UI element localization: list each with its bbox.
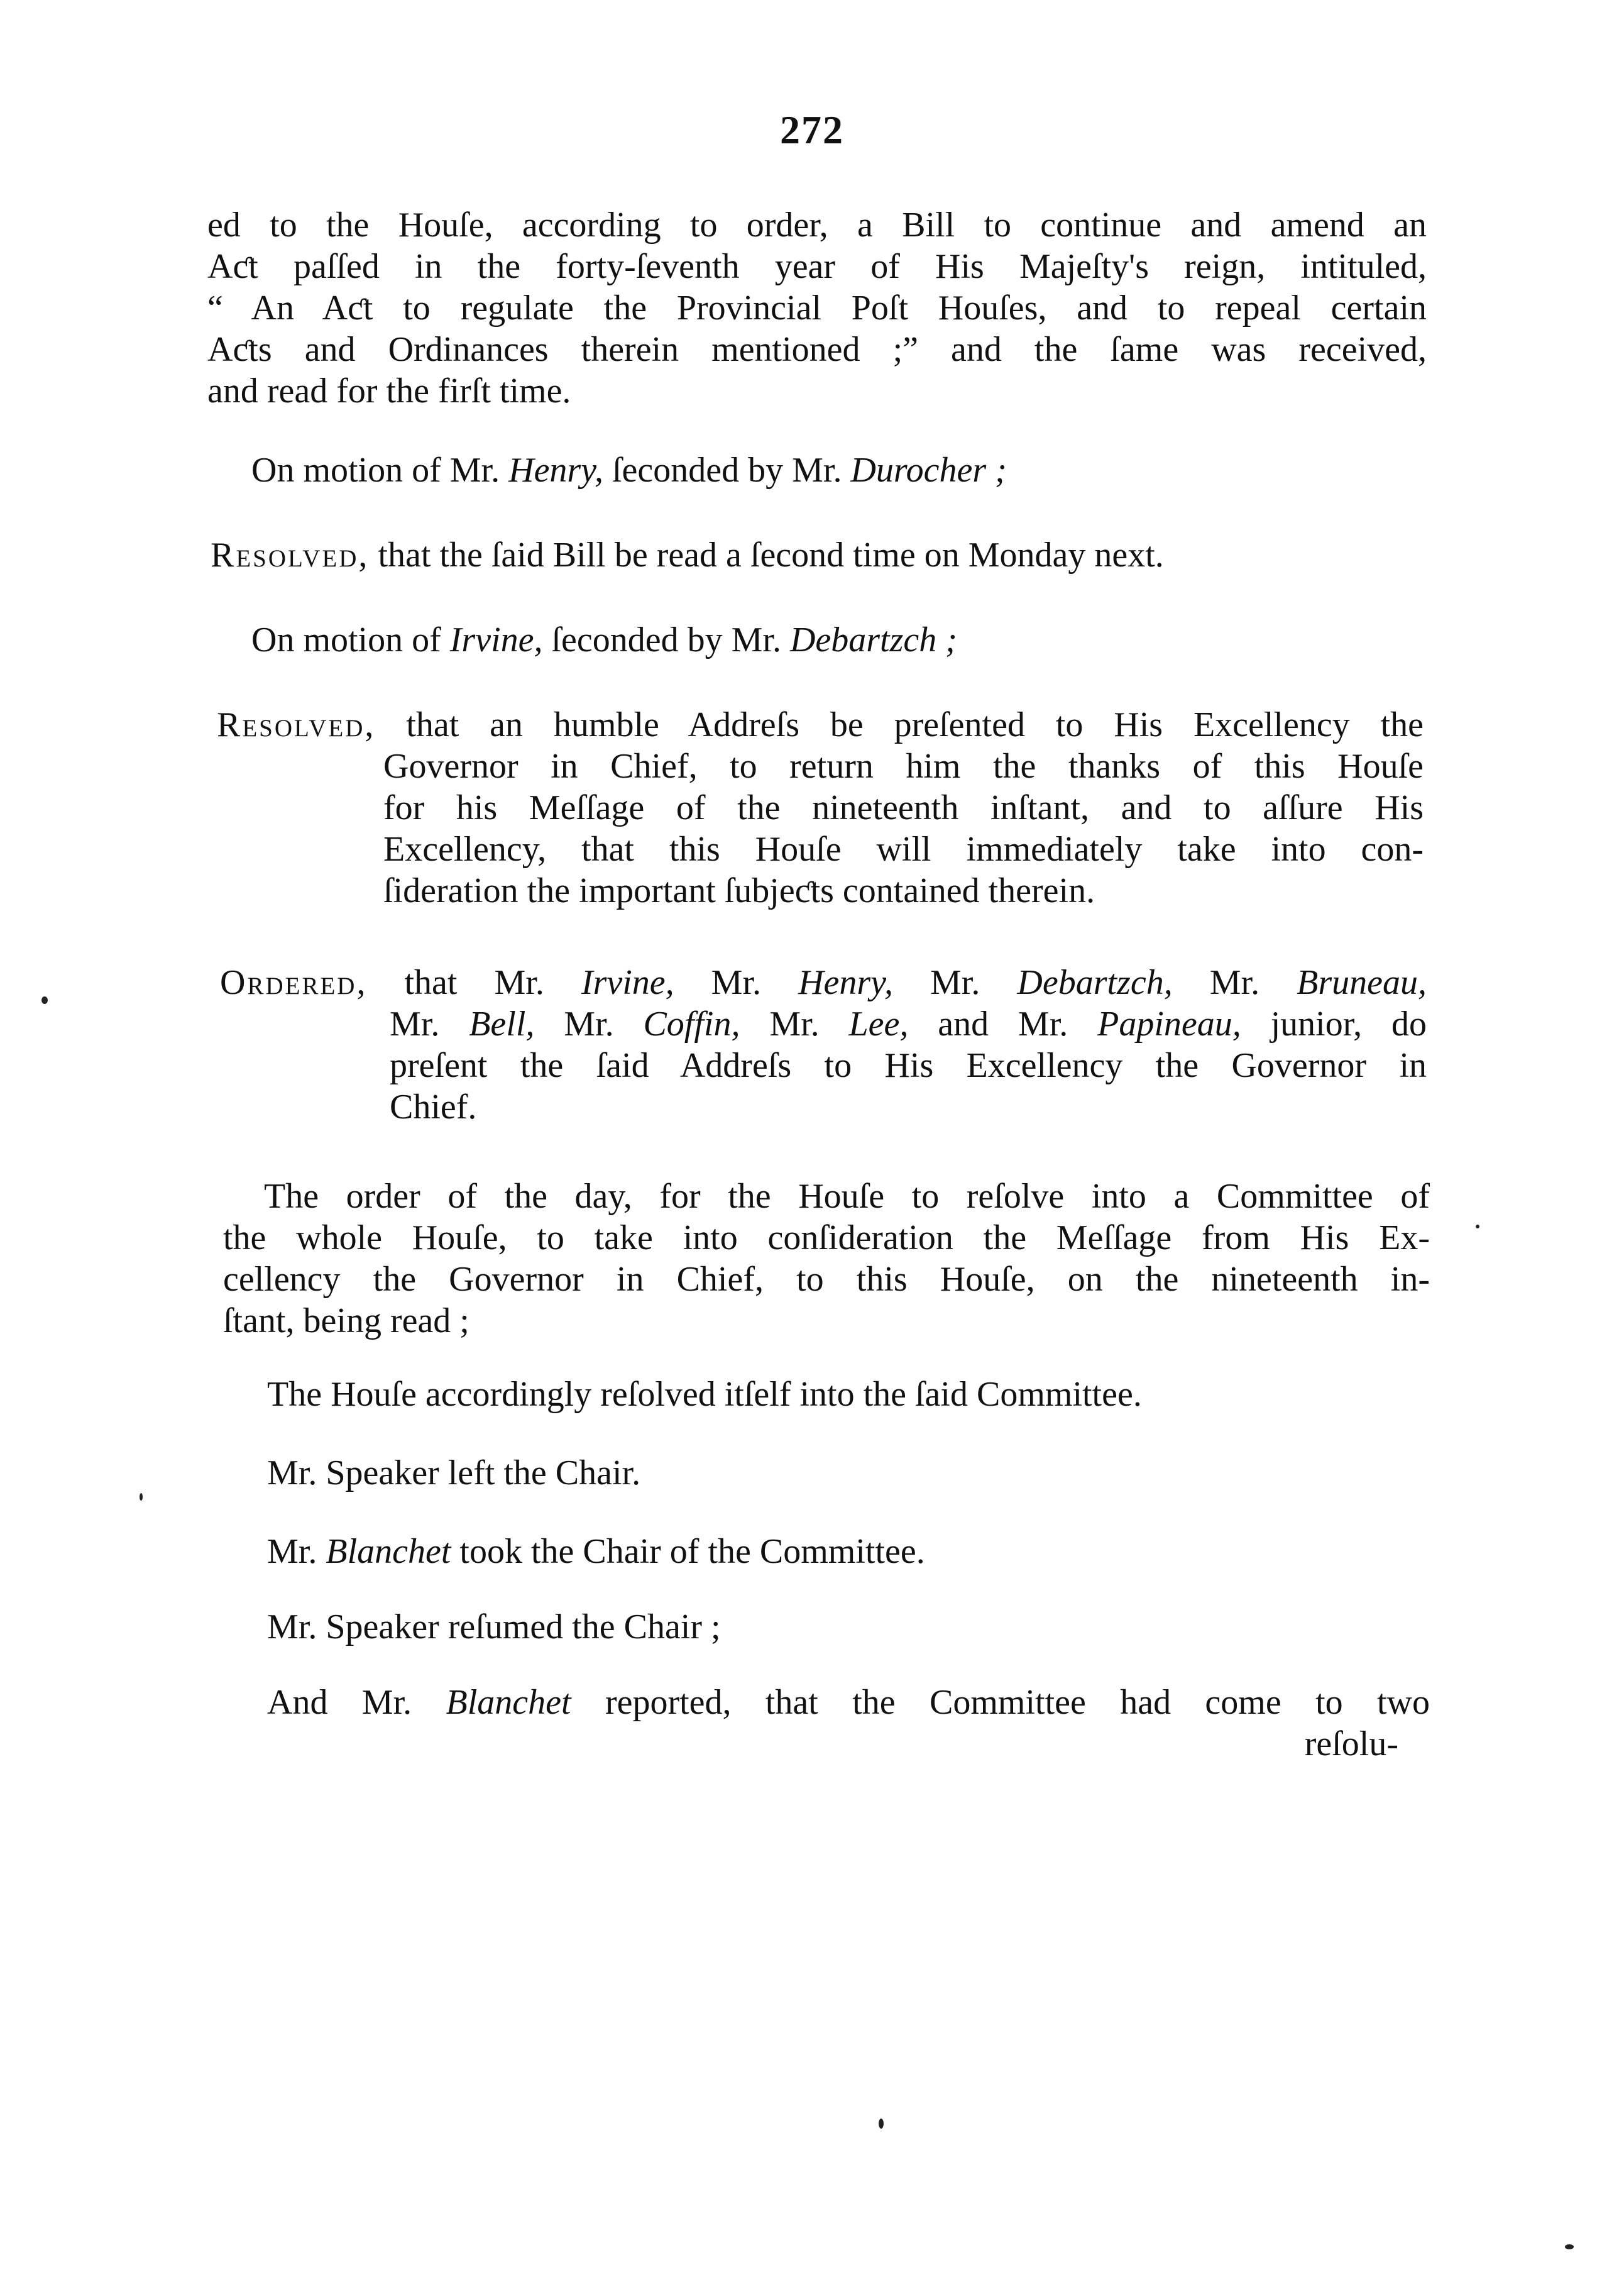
order-present-address: [220, 962, 1427, 1128]
text-line: Excellency, that this Houſe will immediately take into con-: [383, 830, 1424, 869]
speaker-left-chair: Mr. Speaker left the Chair.: [267, 1453, 641, 1492]
ordered-label: Ordered,: [220, 963, 368, 1002]
mover-name: Henry,: [508, 451, 603, 490]
text-line: and read for the firſt time.: [207, 372, 571, 411]
member-name: Irvine,: [581, 963, 674, 1002]
committee-resolved: The Houſe accordingly reſolved itſelf into the ſaid Committee.: [267, 1375, 1142, 1414]
member-name: Lee,: [848, 1005, 909, 1044]
text-line: preſent the ſaid Addreſs to His Excellency the Governor in: [390, 1046, 1427, 1085]
motion-henry: [251, 449, 1420, 491]
text-prefix: Mr.: [267, 1532, 326, 1571]
text-prefix: And Mr.: [267, 1683, 446, 1722]
motion-prefix: On motion of: [251, 620, 450, 659]
text-line: ed to the Houſe, according to order, a Bill to continue and amend an: [207, 206, 1427, 245]
member-name: Blanchet: [446, 1683, 571, 1722]
blanchet-report: [267, 1682, 1430, 1765]
mover-name: Irvine,: [449, 620, 543, 659]
member-name: Bruneau,: [1297, 963, 1427, 1002]
member-name: Coffin,: [643, 1005, 740, 1044]
paragraph-bill-reading: [207, 204, 1427, 412]
scan-speck: [140, 1493, 143, 1501]
text-line: Aƈt paſſed in the forty-ſeventh year of His Majeſty's reign, intituled,: [207, 247, 1427, 286]
resolution-text: that the ſaid Bill be read a ſecond time on Monday next.: [369, 536, 1164, 575]
resolution-text: that an humble Addreſs be preſented to His Excellency the: [375, 705, 1424, 744]
blanchet-took-chair: [267, 1531, 1430, 1572]
hanging-indent: [383, 746, 1424, 912]
order-text: Mr.: [740, 1005, 849, 1044]
text-line: The order of the day, for the Houſe to reſolve into a Committee of: [264, 1177, 1430, 1216]
text-suffix: reported, that the Committee had come to two: [571, 1683, 1430, 1722]
order-text: Mr.: [390, 1005, 469, 1044]
resolved-label: Resolved,: [217, 705, 376, 744]
member-name: Debartzch,: [1017, 963, 1173, 1002]
order-text: and Mr.: [908, 1005, 1098, 1044]
order-text: Mr.: [1172, 963, 1297, 1002]
member-name: Blanchet: [326, 1532, 451, 1571]
scan-speck: [1565, 2244, 1574, 2249]
order-text: Mr.: [534, 1005, 644, 1044]
order-text: Mr.: [674, 963, 799, 1002]
text-line: [390, 1003, 1427, 1045]
order-text: Mr.: [892, 963, 1018, 1002]
text-line: Aƈts and Ordinances therein mentioned ;” and the ſame was received,: [207, 330, 1427, 369]
resolution-second-reading: [211, 534, 1430, 576]
member-name: Bell,: [469, 1005, 535, 1044]
motion-middle: ſeconded by Mr.: [542, 620, 790, 659]
order-text: junior, do: [1241, 1005, 1427, 1044]
member-name: Papineau,: [1097, 1005, 1241, 1044]
text-line: for his Meſſage of the nineteenth inſtant, and to aſſure His: [383, 788, 1424, 827]
member-name: Henry,: [798, 963, 893, 1002]
speaker-resumed-chair: Mr. Speaker reſumed the Chair ;: [267, 1607, 721, 1646]
text-line: [220, 962, 1427, 1003]
seconder-name: Durocher ;: [850, 451, 1007, 490]
seconder-name: Debartzch ;: [789, 620, 957, 659]
text-line: Chief.: [390, 1088, 477, 1127]
scan-speck: [879, 2119, 884, 2129]
text-line: cellency the Governor in Chief, to this Houſe, on the nineteenth in-: [223, 1260, 1430, 1299]
hanging-indent: [390, 1003, 1427, 1128]
resolved-label: Resolved,: [211, 536, 370, 575]
text-line: “ An Aƈt to regulate the Provincial Poſt Houſes, and to repeal certain: [207, 289, 1427, 328]
motion-irvine: [251, 619, 1420, 661]
text-line: ſideration the important ſubjeƈts contained therein.: [383, 871, 1095, 910]
text-line: Governor in Chief, to return him the thanks of this Houſe: [383, 747, 1424, 786]
page-number: 272: [780, 108, 844, 152]
motion-middle: ſeconded by Mr.: [603, 451, 851, 490]
scan-speck: [1476, 1225, 1479, 1228]
scan-speck: [41, 996, 48, 1004]
resolution-humble-address: [217, 704, 1424, 912]
motion-prefix: On motion of Mr.: [251, 451, 509, 490]
text-line: [267, 1682, 1430, 1723]
order-text: that Mr.: [367, 963, 581, 1002]
text-line: ſtant, being read ;: [223, 1301, 469, 1340]
text-suffix: took the Chair of the Committee.: [451, 1532, 925, 1571]
text-line: the whole Houſe, to take into conſideration the Meſſage from His Ex-: [223, 1218, 1430, 1257]
paragraph-order-of-day: [223, 1176, 1430, 1342]
catchword: reſolu-: [1304, 1724, 1398, 1763]
text-line: [217, 704, 1424, 746]
